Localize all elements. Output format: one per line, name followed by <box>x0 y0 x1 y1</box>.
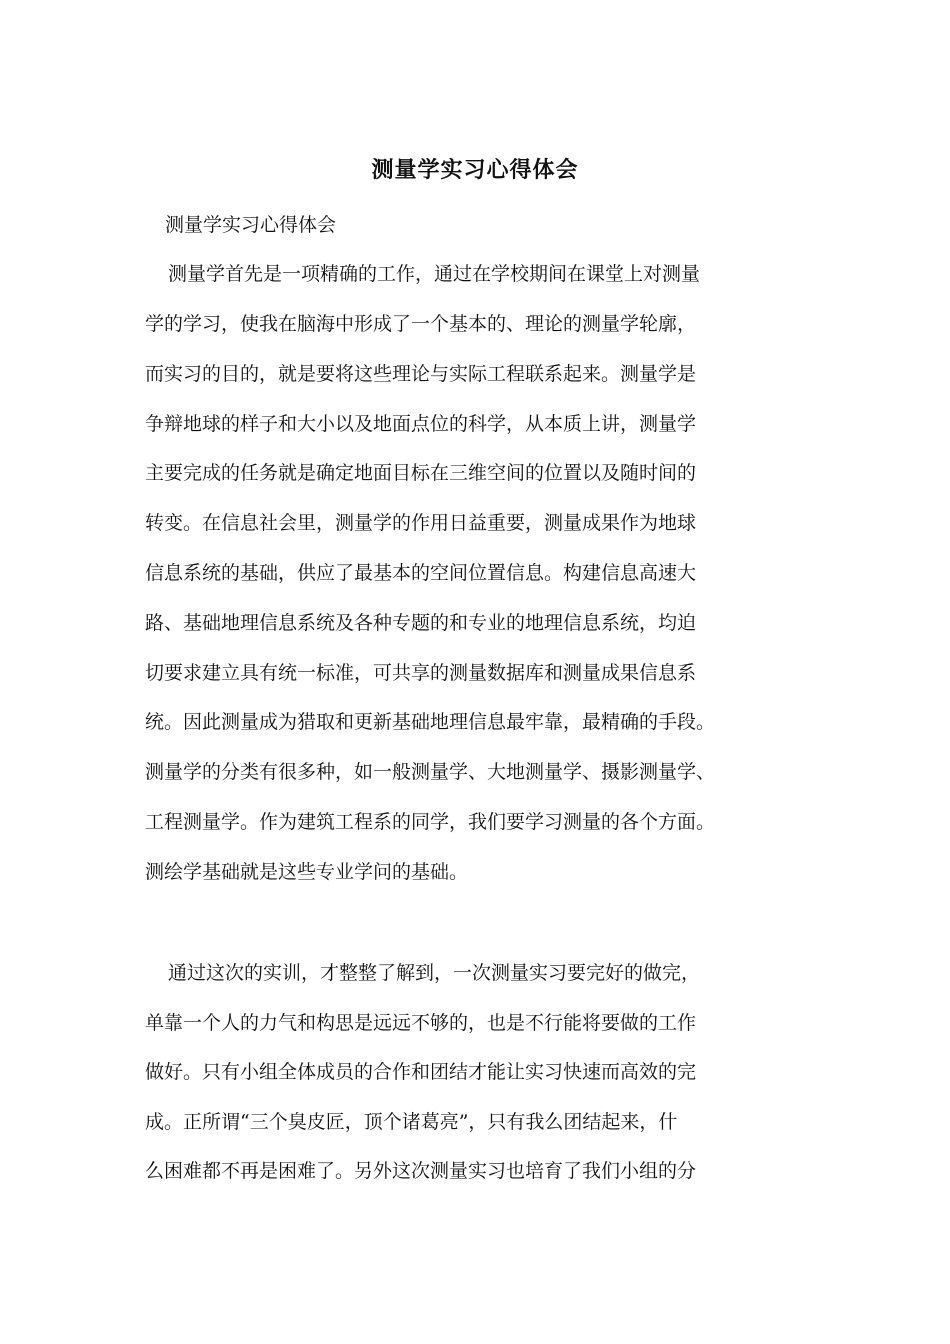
paragraph-line: 工程测量学。作为建筑工程系的同学，我们要学习测量的各个方面。 <box>145 811 716 833</box>
paragraph-line: 做好。只有小组全体成员的合作和团结才能让实习快速而高效的完 <box>145 1061 697 1083</box>
paragraph-line: 主要完成的任务就是确定地面目标在三维空间的位置以及随时间的 <box>145 462 697 484</box>
paragraph-line: 转变。在信息社会里，测量学的作用日益重要，测量成果作为地球 <box>145 512 697 534</box>
paragraph-line: 而实习的目的，就是要将这些理论与实际工程联系起来。测量学是 <box>145 363 697 385</box>
paragraph-line: 通过这次的实训，才整整了解到，一次测量实习要完好的做完， <box>168 962 701 984</box>
paragraph-line: 切要求建立具有统一标准，可共享的测量数据库和测量成果信息系 <box>145 662 697 684</box>
document-subtitle: 测量学实习心得体会 <box>165 214 337 236</box>
paragraph-line: 测绘学基础就是这些专业学问的基础。 <box>145 861 469 883</box>
paragraph-line: 成。正所谓“三个臭皮匠，顶个诸葛亮”，只有我么团结起来，什 <box>145 1111 678 1133</box>
paragraph-line: 信息系统的基础，供应了最基本的空间位置信息。构建信息高速大 <box>145 562 697 584</box>
paragraph-line: 统。因此测量成为猎取和更新基础地理信息最牢靠，最精确的手段。 <box>145 711 716 733</box>
paragraph-line: 学的学习，使我在脑海中形成了一个基本的、理论的测量学轮廓， <box>145 313 697 335</box>
paragraph-line: 测量学首先是一项精确的工作，通过在学校期间在课堂上对测量 <box>168 263 701 285</box>
paragraph-line: 争辩地球的样子和大小以及地面点位的科学，从本质上讲，测量学 <box>145 413 697 435</box>
paragraph-line: 么困难都不再是困难了。另外这次测量实习也培育了我们小组的分 <box>145 1160 697 1182</box>
paragraph-line: 测量学的分类有很多种，如一般测量学、大地测量学、摄影测量学、 <box>145 761 716 783</box>
document-title: 测量学实习心得体会 <box>371 157 579 183</box>
paragraph-line: 路、基础地理信息系统及各种专题的和专业的地理信息系统，均迫 <box>145 612 697 634</box>
paragraph-line: 单靠一个人的力气和构思是远远不够的，也是不行能将要做的工作 <box>145 1012 697 1034</box>
